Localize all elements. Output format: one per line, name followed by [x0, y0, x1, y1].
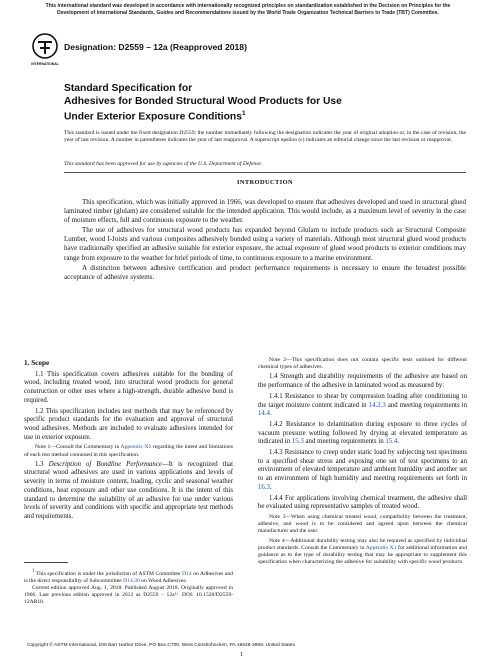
title-line-2: Adhesives for Bonded Structural Wood Products for Use [64, 95, 342, 107]
section-1-2: 1.2 This specification includes test methods that may be referenced by specific product standards for the evaluation and approval of structural wood adhesives. Methods are included to evaluate adhesives intended for use in exterior exposure. [24, 407, 233, 441]
astm-logo-icon [30, 32, 60, 68]
note-2: Note 2—This specification does not contain specific tests outlined for different chemical types of adhesives. [258, 357, 467, 371]
appendix-x1-link[interactable]: Appendix X1 [365, 544, 397, 551]
section-1-3-number: 1.3 [35, 460, 49, 468]
footnote-1-text: This specification is under the jurisdiction of ASTM Committee [34, 570, 182, 577]
ref-16-3-link[interactable]: 16.3 [258, 483, 270, 491]
section-1-3 [24, 461, 233, 522]
footnote-1 [24, 568, 233, 585]
note-1-text: Note 1—Consult the Commentary in [35, 444, 121, 451]
section-1-4-1-text: 1.4.1 Resistance to shear by compression loading after conditioning to the target moisture content indicated in [258, 392, 467, 409]
section-1-1: 1.1 This specification covers adhesives suitable for the bonding of wood, including treated wood, into structural wood products for general construction or other uses where a high-strength, durable adhesive bond is required. [24, 370, 233, 404]
ref-15-4-link[interactable]: 15.4 [385, 438, 398, 446]
note-4-text-end: for additional information and guidance as to the type of durability testing that may be appropriate to supplement this specification when characterizing the adhesive for suitability with specific wood products. [258, 544, 467, 566]
appendix-x1-link[interactable]: Appendix X1 [120, 444, 152, 451]
title-footnote-mark[interactable]: 1 [241, 110, 246, 118]
astm-logo [30, 32, 60, 68]
subcommittee-d14-30-link[interactable]: D14.30 [123, 577, 140, 584]
tbt-notice: This international standard was developed in accordance with internationally recognized principles on standardization established in the Decision on Principles for the Development of International Standards, Guides and Recommendations issued by the World Trade Organization Technical Barriers to Trade (TBT) Committee. [45, 3, 451, 16]
page-number: 1 [240, 651, 244, 658]
logo-caption: INTERNATIONAL [31, 62, 59, 66]
section-1-3-title: Description of Bondline Performance [48, 460, 162, 468]
note-4 [258, 538, 467, 567]
introduction-heading: INTRODUCTION [237, 179, 293, 186]
right-column [258, 357, 467, 568]
section-1-4-3-end: . [269, 483, 272, 491]
ref-14-4-link[interactable]: 14.4 [258, 410, 270, 418]
title-line-3 [64, 108, 464, 124]
section-1-4-4: 1.4.4 For applications involving chemical treatment, the adhesive shall be evaluated using representative samples of treated wood. [258, 494, 467, 511]
designation: Designation: D2559 – 12a (Reapproved 2018) [64, 42, 247, 52]
footnote-1-mid: on Adhesives and is the direct responsibility of Subcommittee [24, 570, 233, 584]
footnote-rule [24, 562, 68, 563]
title-line-1: Standard Specification for [64, 83, 193, 94]
footnote-mark: 1 [32, 569, 35, 574]
section-1-4-3 [258, 449, 467, 493]
section-1-4-1-mid: and meeting requirements in [385, 401, 467, 409]
introduction-body [64, 198, 466, 283]
dod-approval: This standard has been approved for use by agencies of the U.S. Department of Defense. [64, 161, 263, 167]
intro-paragraph: The use of adhesives for structural wood products has expanded beyond Glulam to include products such as Structural Composite Lumber, wood I-Joists and various composites adhesively bonded using a variety of materials. Although most structural glued wood products have traditionally specified an adhesive suitable for exterior exposure, the actual exposure of glued wood products to exterior conditions may range from exposure to the weather for brief periods of time, to continuous exposure to a marine environment. [64, 226, 466, 262]
section-1-4: 1.4 Strength and durability requirements of the adhesive are based on the performance of the adhesive in laminated wood as measured by: [258, 373, 467, 390]
issuance-statement: This standard is issued under the fixed designation D2559; the number immediately following the designation indicates the year of original adoption or, in the case of revision, the year of last revision. A number in parentheses indicates the year of last reapproval. A superscript epsilon (ε) indicates an editorial change since the last revision or reapproval. [64, 130, 466, 144]
footnote-1-end: on Wood Adhesives. [139, 577, 188, 584]
section-1-4-2-text: 1.4.2 Resistance to delamination during exposure to three cycles of vacuum pressure wetting followed by drying at elevated temperature as indicated in [258, 420, 467, 446]
section-1-4-2-end: . [397, 438, 400, 446]
note-1-text-end: regarding the intent and limitations of each test method contained in this specification. [24, 444, 233, 458]
section-1-4-2 [258, 421, 467, 447]
committee-d14-link[interactable]: D14 [181, 570, 192, 577]
intro-paragraph: This specification, which was initially approved in 1966, was developed to ensure that adhesives developed and used in structural glued laminated timber (glulam) are considered suitable for the intended application. This would include, as a maximum level of severity in the case of moisture effects, full and continuous exposure to the weather. [64, 198, 466, 225]
intro-paragraph: A distinction between adhesive certification and product performance requirements is necessary to ensure the broadest possible acceptance of adhesive systems. [64, 263, 466, 281]
footnote [24, 568, 233, 606]
left-column [24, 359, 233, 524]
note-3: Note 3—When using chemical treated wood, compatibility between the treatment, adhesive, and wood is to be considered and agreed upon between the chemical manufacturer and the user. [258, 513, 467, 535]
section-1-4-1-end: . [269, 410, 272, 418]
document-title [64, 83, 464, 124]
footnote-edition: Current edition approved Aug. 1, 2018. Published August 2018. Originally approved in 1966. Last previous edition approved in 2012 as D2559 – 12a¹¹. DOI: 10.1520/D2559-12AR18. [24, 585, 233, 606]
note-4-text: Note 4—Additional durability testing may also be required as specified by individual product standards. Consult the Commentary in [258, 537, 467, 551]
title-line-3-text: Under Exterior Exposure Conditions [64, 111, 242, 123]
scope-heading: 1. Scope [24, 359, 50, 367]
section-1-4-1 [258, 393, 467, 419]
note-1 [24, 444, 233, 458]
copyright-line: Copyright © ASTM International, 100 Barr Harbor Drive, PO Box C700, West Conshohocken, PA 19428-2959. United States [27, 643, 295, 648]
ref-15-3-link[interactable]: 15.3 [291, 438, 304, 446]
section-1-4-3-text: 1.4.3 Resistance to creep under static load by subjecting test specimens to a specified shear stress and exposing one set of test specimens to an environment of elevated temperature and ambient humidity and another set to an environment of high humidity and meeting requirements set forth in [258, 449, 467, 483]
header-rule [64, 172, 466, 173]
ref-14-2-3-link[interactable]: 14.2.3 [368, 401, 386, 409]
section-1-4-2-mid: and meeting requirements in [303, 438, 386, 446]
section-1-3-text: —It is recognized that structural wood adhesives are used in various applications and levels of severity in terms of moisture content, loading, cyclic and seasonal weather conditions, heat exposure and other use conditions. It is the intent of this standard to determine the suitability of an adhesive for use under various levels of severity and conditions with specific and appropriate test methods and requirements. [24, 460, 233, 520]
